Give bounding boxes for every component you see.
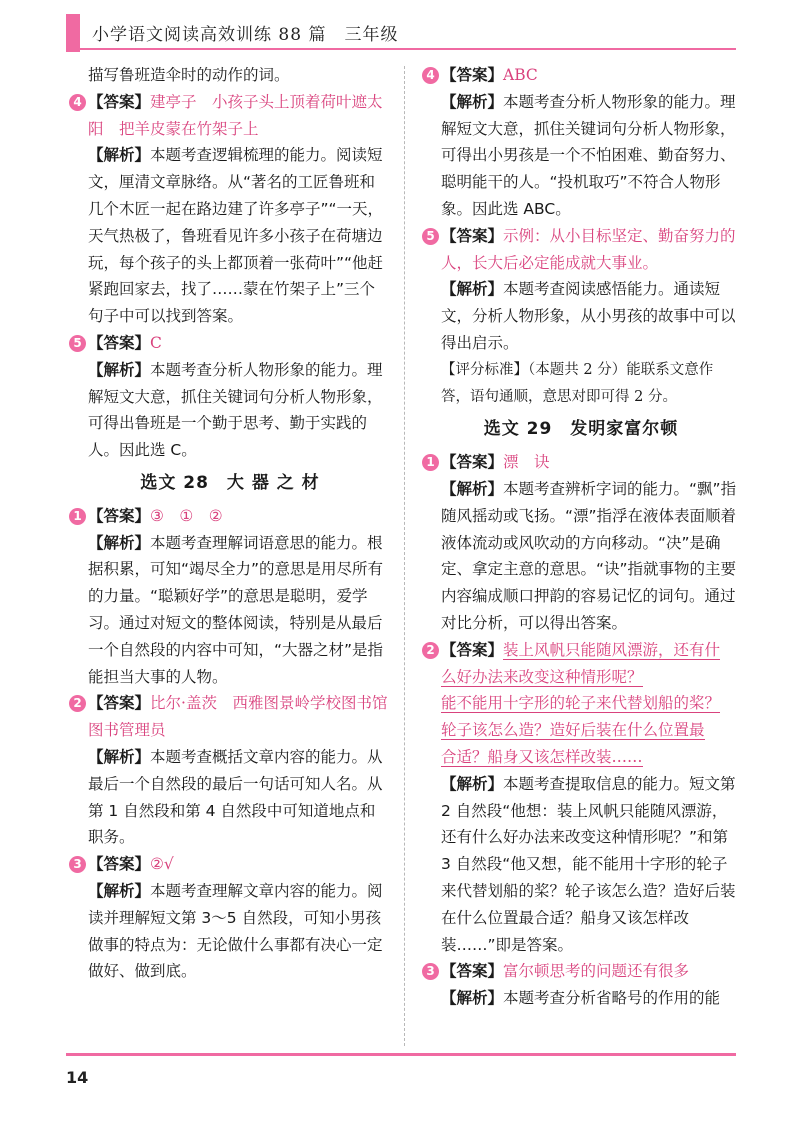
answer-text: ②√ <box>150 855 174 874</box>
answer-line: 合适？船身又该怎样改装…… <box>441 747 643 766</box>
explanation-block <box>423 276 739 356</box>
left-column <box>70 62 403 985</box>
answer-text: 漂 诀 <box>503 453 550 472</box>
section-title: 选文 29 发明家富尔顿 <box>483 419 679 440</box>
answer-tag: 【答案】 <box>441 453 504 472</box>
answer-item-5 <box>70 330 390 357</box>
explanation-block <box>70 530 390 691</box>
continued-text: 描写鲁班造伞时的动作的词。 <box>88 66 290 84</box>
explanation-block <box>423 476 739 637</box>
answer-line: 么好办法来改变这种情形呢？ <box>441 667 643 686</box>
answer-tag: 【答案】 <box>88 506 151 525</box>
page-number: 14 <box>66 1068 89 1087</box>
header-tab-decoration <box>66 14 80 52</box>
page-header-title: 小学语文阅读高效训练 88 篇 三年级 <box>92 25 399 45</box>
explanation-text: 本题考查分析人物形象的能力。理解短文大意，抓住关键词句分析人物形象，可得出小男孩是一个不怕困难、勤奋努力、聪明能干的人。“投机取巧”不符合人物形象。因此选 ABC。 <box>441 92 736 218</box>
question-number-badge: 1 <box>422 454 439 471</box>
answer-tag: 【答案】 <box>88 92 151 111</box>
explanation-block <box>70 357 390 464</box>
explanation-text: 本题考查逻辑梳理的能力。阅读短文，厘清文章脉络。从“著名的工匠鲁班和几个木匠一起在路边建了许多亭子”“一天，天气热极了，鲁班看见许多小孩子在荷塘边玩，每个孩子的头上都顶着一张荷叶”“他赶紧跑回家去，找了……蒙在竹架子上”三个句子中可以找到答案。 <box>88 146 384 326</box>
explanation-block <box>70 142 390 330</box>
explanation-block <box>423 89 739 223</box>
answer-line: 能不能用十字形的轮子来代替划船的桨？ <box>441 694 721 713</box>
explanation-block <box>423 771 739 959</box>
answer-tag: 【答案】 <box>441 66 504 84</box>
explanation-text: 本题考查阅读感悟能力。通读短文，分析人物形象，从小男孩的故事中可以得出启示。 <box>441 280 736 352</box>
answer-line: 轮子该怎么造？造好后装在什么位置最 <box>441 721 705 740</box>
header-divider <box>66 48 736 50</box>
explanation-tag: 【解析】 <box>88 360 151 379</box>
scoring-standard: 【评分标准】（本题共 2 分）能联系文意作答，语句通顺，意思对即可得 2 分。 <box>441 361 714 405</box>
answer-line: 装上风帆只能随风漂游，还有什 <box>503 640 721 659</box>
answer-tag: 【答案】 <box>441 640 504 659</box>
right-column <box>423 62 739 1012</box>
answer-item-2 <box>423 637 739 771</box>
question-number-badge: 5 <box>422 228 439 245</box>
explanation-tag: 【解析】 <box>441 479 504 498</box>
explanation-tag: 【解析】 <box>441 280 504 299</box>
explanation-text: 本题考查理解文章内容的能力。阅读并理解短文第 3～5 自然段，可知小男孩做事的特点为：无论做什么事都有决心一定做好、做到底。 <box>88 881 383 981</box>
explanation-text: 本题考查提取信息的能力。短文第 2 自然段“他想：装上风帆只能随风漂游，还有什么好办法来改变这种情形呢？”和第 3 自然段“他又想，能不能用十字形的轮子来代替划船的桨？轮子该怎么造？造好后装在什么位置最合适？船身又该怎样改装……”即是答案。 <box>441 774 736 954</box>
answer-tag: 【答案】 <box>441 962 504 981</box>
answer-text: 示例：从小目标坚定、勤奋努力的人，长大后必定能成就大事业。 <box>441 226 736 272</box>
question-number-badge: 4 <box>69 94 86 111</box>
question-number-badge: 3 <box>422 963 439 980</box>
explanation-tag: 【解析】 <box>441 774 504 793</box>
column-divider <box>404 66 405 1046</box>
question-number-badge: 1 <box>69 508 86 525</box>
answer-item-3 <box>70 851 390 878</box>
answer-item-4 <box>423 62 739 89</box>
answer-text: ABC <box>503 66 538 84</box>
answer-text: 比尔·盖茨 西雅图景岭学校图书馆 图书管理员 <box>88 694 403 740</box>
footer-divider <box>66 1053 736 1056</box>
explanation-text: 本题考查理解词语意思的能力。根据积累，可知“竭尽全力”的意思是用尽所有的力量。“聪颖好学”的意思是聪明，爱学习。通过对短文的整体阅读，特别是从最后一个自然段的内容中可知，“大器之材”是指能担当大事的人物。 <box>88 533 384 686</box>
explanation-block <box>423 985 739 1012</box>
explanation-tag: 【解析】 <box>88 146 151 165</box>
explanation-tag: 【解析】 <box>88 533 151 552</box>
question-number-badge: 2 <box>422 642 439 659</box>
answer-text: 建亭子 小孩子头上顶着荷叶遮太阳 把羊皮蒙在竹架子上 <box>88 92 383 138</box>
answer-item-2 <box>70 690 403 744</box>
explanation-block <box>70 878 390 985</box>
explanation-text: 本题考查概括文章内容的能力。从最后一个自然段的最后一句话可知人名。从第 1 自然段和第 4 自然段中可知道地点和职务。 <box>88 747 383 847</box>
question-number-badge: 3 <box>69 856 86 873</box>
explanation-tag: 【解析】 <box>88 881 151 900</box>
answer-item-3 <box>423 958 739 985</box>
explanation-tag: 【解析】 <box>441 92 504 111</box>
explanation-block <box>70 744 390 851</box>
explanation-text: 本题考查辨析字词的能力。“飘”指随风摇动或飞扬。“漂”指浮在液体表面顺着液体流动或风吹动的方向移动。“决”是确定、拿定主意的意思。“诀”指就事物的主要内容编成顺口押韵的容易记忆的词句。通过对比分析，可以得出答案。 <box>441 479 737 632</box>
answer-item-5 <box>423 223 739 277</box>
question-number-badge: 5 <box>69 335 86 352</box>
answer-item-4 <box>70 89 390 143</box>
question-number-badge: 2 <box>69 695 86 712</box>
explanation-tag: 【解析】 <box>441 989 504 1008</box>
explanation-text: 本题考查分析人物形象的能力。理解短文大意，抓住关键词句分析人物形象，可得出鲁班是一个勤于思考、勤于实践的人。因此选 C。 <box>88 360 383 460</box>
answer-tag: 【答案】 <box>88 855 151 874</box>
answer-text: ③ ① ② <box>150 506 223 525</box>
answer-text: 富尔顿思考的问题还有很多 <box>503 962 690 981</box>
question-number-badge: 4 <box>422 67 439 84</box>
section-title: 选文 28 大 器 之 材 <box>140 472 320 493</box>
answer-text: C <box>150 333 162 352</box>
answer-tag: 【答案】 <box>88 333 151 352</box>
explanation-text: 本题考查分析省略号的作用的能 <box>503 989 721 1008</box>
explanation-tag: 【解析】 <box>88 747 151 766</box>
answer-item-1 <box>423 449 739 476</box>
answer-tag: 【答案】 <box>88 694 151 713</box>
answer-item-1 <box>70 503 390 530</box>
answer-tag: 【答案】 <box>441 226 504 245</box>
